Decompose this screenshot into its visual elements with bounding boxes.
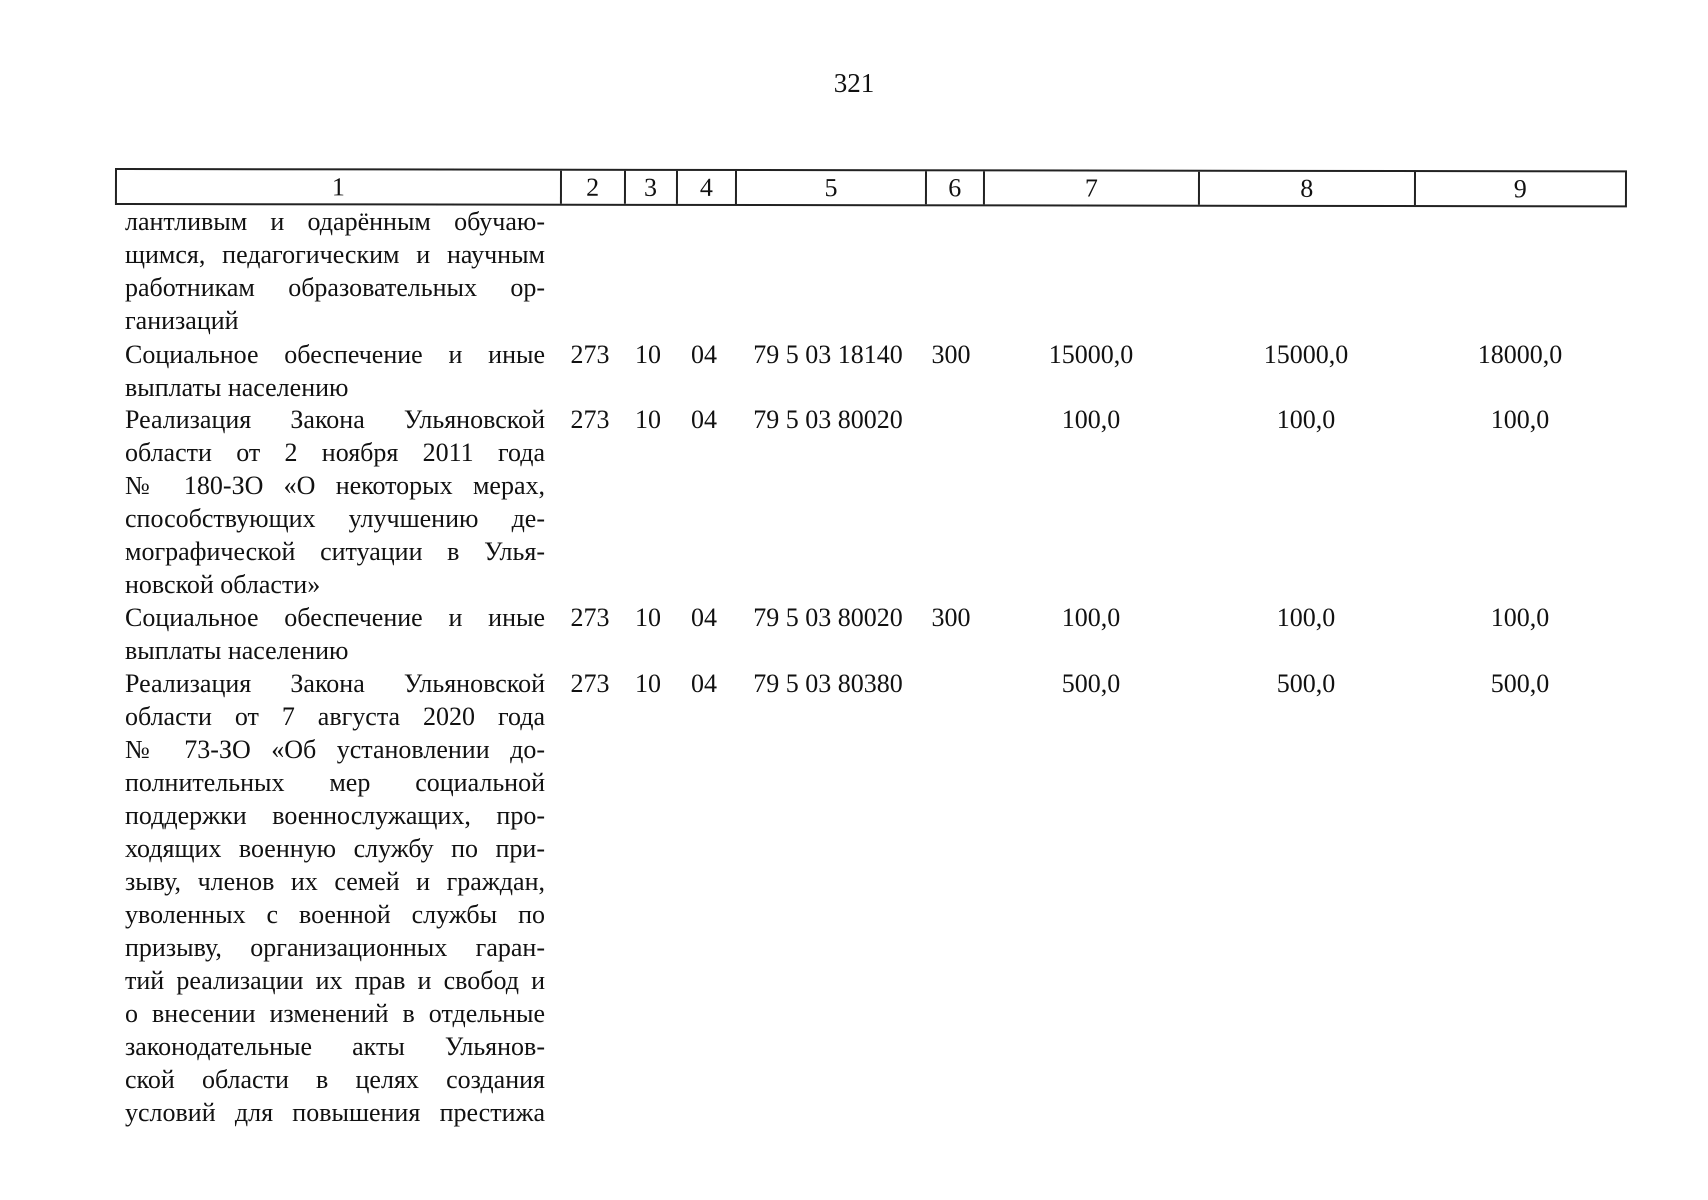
cell-col-8: 15000,0 [1263,340,1349,369]
cell-col-7: 15000,0 [1048,340,1134,369]
description-line: призыву, организационных гаран- [125,933,545,962]
description-line: Социальное обеспечение и иные [125,603,545,632]
description-line: ганизаций [125,306,239,335]
cell-col-6: 300 [931,340,971,369]
page-number: 321 [833,68,875,98]
row-description [125,338,545,404]
description-line: уволенных с военной службы по [125,900,545,929]
header-col-3: 3 [626,171,678,204]
cell-col-3: 10 [635,405,661,434]
header-col-2: 2 [562,171,626,204]
cell-col-9: 100,0 [1490,405,1550,434]
cell-col-5: 79 5 03 80020 [753,405,903,434]
row-description [125,601,545,667]
cell-col-9: 500,0 [1490,669,1550,698]
description-line: законодательные акты Ульянов- [125,1032,545,1061]
row-description [125,403,545,601]
description-line: зыву, членов их семей и граждан, [125,867,545,896]
cell-col-5: 79 5 03 18140 [753,340,903,369]
header-col-7: 7 [985,171,1200,204]
cell-col-2: 273 [570,603,610,632]
cell-col-8: 100,0 [1276,405,1336,434]
cell-col-7: 500,0 [1061,669,1121,698]
cell-col-9: 18000,0 [1477,340,1563,369]
description-line: полнительных мер социальной [125,768,545,797]
description-line: мографической ситуации в Улья- [125,537,545,566]
cell-col-3: 10 [635,669,661,698]
description-line: новской области» [125,570,321,599]
cell-col-7: 100,0 [1061,603,1121,632]
description-line: тий реализации их прав и свобод и [125,966,545,995]
description-line: Реализация Закона Ульяновской [125,405,545,434]
header-col-1: 1 [117,170,562,204]
description-line: Социальное обеспечение и иные [125,340,545,369]
description-line: Реализация Закона Ульяновской [125,669,545,698]
row-description [125,667,545,1129]
cell-col-4: 04 [691,340,717,369]
description-line: № 73-ЗО «Об установлении до- [125,735,545,764]
cell-col-2: 273 [570,405,610,434]
header-col-8: 8 [1200,172,1415,205]
description-line: поддержки военнослужащих, про- [125,801,545,830]
description-line: работникам образовательных ор- [125,273,545,302]
header-col-4: 4 [677,171,737,204]
description-line: выплаты населению [125,373,349,402]
description-line: ской области в целях создания [125,1065,545,1094]
description-line: о внесении изменений в отдельные [125,999,545,1028]
cell-col-8: 500,0 [1276,669,1336,698]
header-col-5: 5 [737,171,927,204]
cell-col-2: 273 [570,669,610,698]
description-line: области от 7 августа 2020 года [125,702,545,731]
header-col-6: 6 [927,171,985,204]
cell-col-4: 04 [691,405,717,434]
cell-col-4: 04 [691,669,717,698]
cell-col-8: 100,0 [1276,603,1336,632]
description-line: области от 2 ноября 2011 года [125,438,545,467]
cell-col-4: 04 [691,603,717,632]
cell-col-5: 79 5 03 80380 [753,669,903,698]
row-description [125,205,545,337]
cell-col-3: 10 [635,603,661,632]
description-line: лантливым и одарённым обучаю- [125,207,545,236]
cell-col-5: 79 5 03 80020 [753,603,903,632]
description-line: выплаты населению [125,636,349,665]
cell-col-6 [922,403,980,436]
cell-col-2: 273 [570,340,610,369]
description-line: ходящих военную службу по при- [125,834,545,863]
description-line: условий для повышения престижа [125,1098,545,1127]
cell-col-3: 10 [635,340,661,369]
cell-col-6 [922,667,980,700]
cell-col-7: 100,0 [1061,405,1121,434]
header-col-9: 9 [1513,173,1527,203]
description-line: щимся, педагогическим и научным [125,240,545,269]
description-line: способствующих улучшению де- [125,504,545,533]
description-line: № 180-ЗО «О некоторых мерах, [125,471,545,500]
cell-col-9: 100,0 [1490,603,1550,632]
cell-col-6: 300 [931,603,971,632]
